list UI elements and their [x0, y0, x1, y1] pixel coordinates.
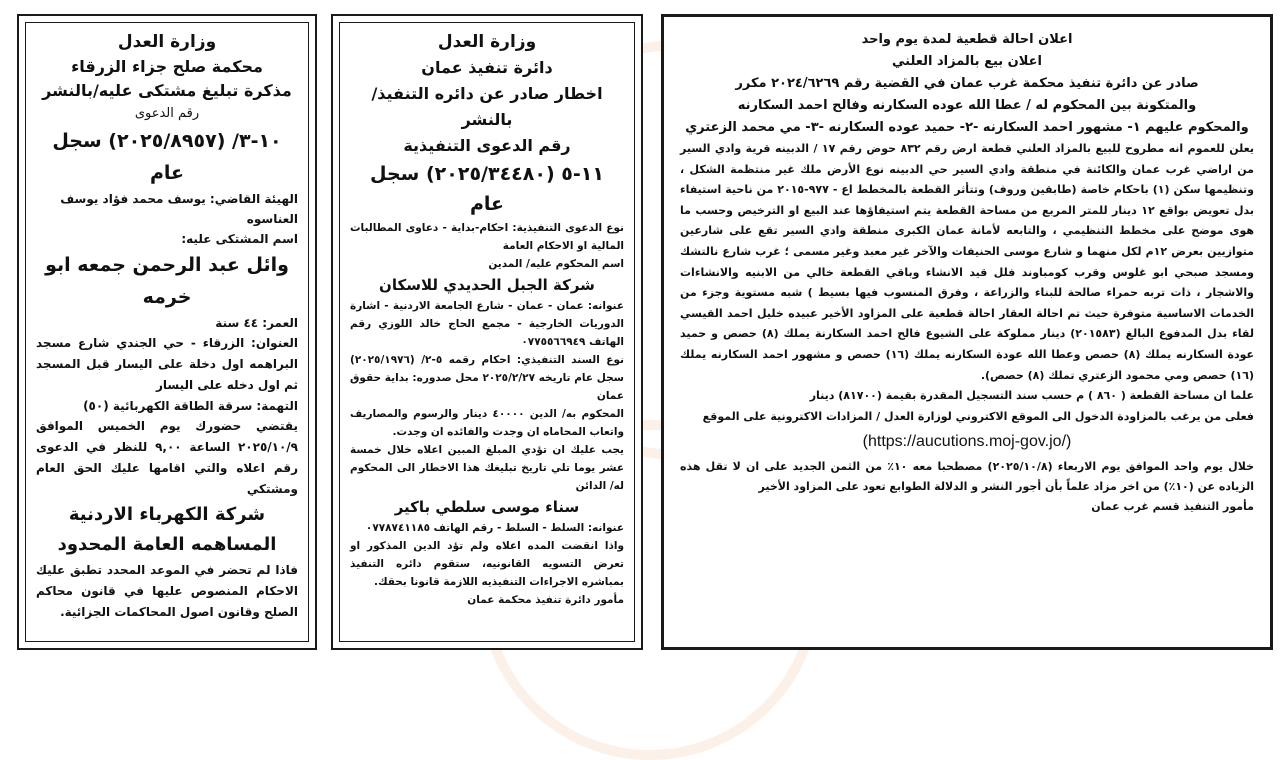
officer-signature: مأمور دائرة تنفيذ محكمة عمان — [467, 594, 624, 606]
defendant-name: وائل عبد الرحمن جمعه ابو خرمه — [45, 254, 289, 308]
ministry-title: وزارة العدل — [117, 32, 217, 52]
payment-obligation: يجب عليك ان تؤدي المبلغ المبين اعلاه خلال خمسة عشر يوما تلي تاريخ تبليغك هذا الاخطار الى المحكوم له/ الدائن — [350, 444, 624, 492]
bidding-deadline: خلال يوم واحد الموافق يوم الاربعاء (٢٠٢٥/١٠/٨) مصطحبا معه ١٠٪ من الثمن الجديد على ان لا تقل هذه الزياده عن (١٠٪) من اخر مزاد علماً بأن أجور النشر و الدلالة الطوابع تعود على المزاود الأخير — [680, 460, 1255, 494]
auction-url-link[interactable]: (https://aucutions.moj-gov.jo/) — [862, 433, 1072, 451]
charge-line: التهمة: سرقة الطاقة الكهربائية (٥٠) — [83, 399, 298, 413]
notice-execution-amman — [331, 14, 643, 650]
case-type: نوع الدعوى التنفيذية: احكام-بداية - دعاوى المطالبات المالية او الاحكام العامة — [350, 222, 624, 252]
bond-type: نوع السند التنفيذي: احكام رقمه ٥-٢/ (٢٠٢٥/١٩٧٦) سجل عام تاريخه ٢٠٢٥/٢/٢٧ محل صدوره: بداية حقوق عمان — [350, 354, 625, 402]
complainant-company-line1: شركة الكهرباء الاردنية — [68, 504, 266, 525]
officer-signature: مأمور التنفيذ قسم غرب عمان — [1091, 500, 1254, 514]
department-name: دائرة تنفيذ عمان — [421, 58, 553, 77]
defendant-label: اسم المشتكى عليه: — [181, 232, 298, 246]
creditor-address: عنوانه: السلط - السلط - رقم الهاتف ٠٧٧٨٧٤١١٨٥ — [365, 522, 624, 534]
case-number: ١١-٥ (٢٠٢٥/٣٤٤٨٠) سجل عام — [370, 163, 604, 215]
online-bidding-instruction: فعلى من يرغب بالمزاودة الدخول الى الموقع الاكتروني لوزارة العدل / المزادات الاكترونية على الموقع — [702, 409, 1254, 423]
auction-subtitle: اعلان بيع بالمزاد العلني — [892, 54, 1042, 69]
court-name: محكمة صلح جزاء الزرقاء — [71, 57, 263, 76]
case-number: ١٠-٣/ (٢٠٢٥/٨٩٥٧) سجل عام — [52, 130, 282, 184]
notice-inner-frame — [25, 22, 309, 642]
debtor-name: شركة الجبل الحديدي للاسكان — [379, 276, 595, 294]
issuer-line: صادر عن دائرة تنفيذ محكمة غرب عمان في القضية رقم ٢٠٢٤/٦٢٦٩ مكرر — [735, 76, 1199, 91]
memo-title: مذكرة تبليغ مشتكى عليه/بالنشر — [42, 81, 292, 100]
notice-inner-frame — [668, 21, 1266, 643]
judge-line: الهيئة القاضي: يوسف محمد فؤاد يوسف العناسوه — [60, 192, 298, 226]
age-line: العمر: ٤٤ سنة — [215, 316, 298, 330]
consequence-text: واذا انقضت المده اعلاه ولم تؤد الدين المذكور او تعرض التسويه القانونيه، ستقوم دائره التنفيذ بمباشره الاجراءات التنفيذيه اللازمة قانونا بحقك. — [350, 540, 624, 588]
warning-text: فاذا لم تحضر في الموعد المحدد تطبق عليك الاحكام المنصوص عليها في قانون محاكم الصلح وقانون اصول المحاكمات الجزائية. — [36, 563, 298, 619]
creditor-name: سناء موسى سلطي باكير — [394, 498, 580, 516]
case-label: رقم الدعوى التنفيذية — [403, 136, 571, 155]
parties-debtors: والمحكوم عليهم ١- مشهور احمد السكارنه -٢- حميد عوده السكارنه -٣- مي محمد الزعتري — [685, 120, 1249, 135]
property-description: يعلن للعموم انه مطروح للبيع بالمزاد العلني قطعة ارض رقم ٨٣٢ حوض رقم ١٧ / الدبينه قرية وادي السير من اراضي غرب عمان والكائنة في منطقة وادي السير حي الدبينه نوع الأرض ملك غير منتظمة الشكل ، وتنظيمها سكن (١) باحكام خاصة (طابقين وروف) وتتأثر القطعة بالمخطط اع - ٩٧٧-٢٠١٥ من ناحية استيفاء بدل تعويض بواقع ١٢ دينار للمتر المربع من مساحة القطعة يتم استيفاؤها عند البيع او الترخيص وحسب ما هوى موضح على مخطط التنظيمي ، والتابعه لأمانة عمان الكبرى منطقة وادي السير تقع على شارعين متوازيين بعرض ١٢م لكل منهما و شارع موسى الحنيفات والآخر غير معبد وغير مسمى ؛ غرب شارع نالتشك ومسجد صبحي ابو غلوس وقرب كومباوند فلل قيد الانشاء وباقي القطعة خالي من الابنيه والانشاءات والاشجار ، ذات تربه حمراء صالحة للبناء والزراعة ، وفرق المنسوب فيها بسيط ) شبه مستوية وجزء من الخدمات الاساسية متوفرة حيث تم احالة العقار احالة قطعية على المزاود الأخير عبيده خليل احمد القيسي لقاء بدل المدفوع البالغ (٢٠١٥٨٣) دينار مملوكة على الشيوع فالح احمد السكارنة يملك (٨) حصص و حميد عودة السكارنه يملك (٨) حصص وعطا الله عودة السكارنه يملك (١٦) حصص و مشهور احمد السكارنه يملك (١٦) حصص ومي محمود الزعتري تملك (٨) حصص). — [680, 142, 1255, 382]
notice-title: اخطار صادر عن دائره التنفيذ/ بالنشر — [371, 84, 603, 129]
notice-summons-zarqa — [17, 14, 317, 650]
notice-inner-frame — [339, 22, 635, 642]
notice-auction-west-amman — [661, 14, 1273, 650]
case-label: رقم الدعوى — [134, 106, 200, 121]
debtor-label: اسم المحكوم عليه/ المدين — [488, 258, 624, 270]
judgment-amount: المحكوم به/ الدين ٤٠٠٠٠ دينار والرسوم والمصاريف واتعاب المحاماه ان وجدت والفائده ان وجدت. — [350, 408, 624, 438]
summons-text: يقتضي حضورك يوم الخميس الموافق ٢٠٢٥/١٠/٩ الساعة ٩,٠٠ للنظر في الدعوى رقم اعلاه والتي اقامها عليك الحق العام ومشتكي — [36, 419, 299, 496]
complainant-company-line2: المساهمه العامة المحدود — [57, 534, 277, 555]
address-line: العنوان: الزرقاء - حي الجندي شارع مسجد البراهمه اول دخلة على اليسار قبل المسجد ثم اول دخله على اليسار — [36, 336, 298, 392]
auction-title: اعلان احالة قطعية لمدة يوم واحد — [861, 32, 1073, 47]
debtor-address: عنوانه: عمان - عمان - شارع الجامعة الاردنية - اشارة الدوريات الخارجية - مجمع الحاج خالد اللوزي رقم الهاتف ٠٧٧٥٥٦٦٩٤٩ — [350, 300, 624, 348]
parties-creditors: والمتكونة بين المحكوم له / عطا الله عوده السكارنه وفالح احمد السكارنه — [737, 98, 1197, 113]
property-area: علما ان مساحة القطعة ( ٨٦٠ ) م حسب سند التسجيل المقدرة بقيمة (٨١٧٠٠) دينار — [809, 389, 1254, 403]
ministry-title: وزارة العدل — [437, 32, 537, 52]
